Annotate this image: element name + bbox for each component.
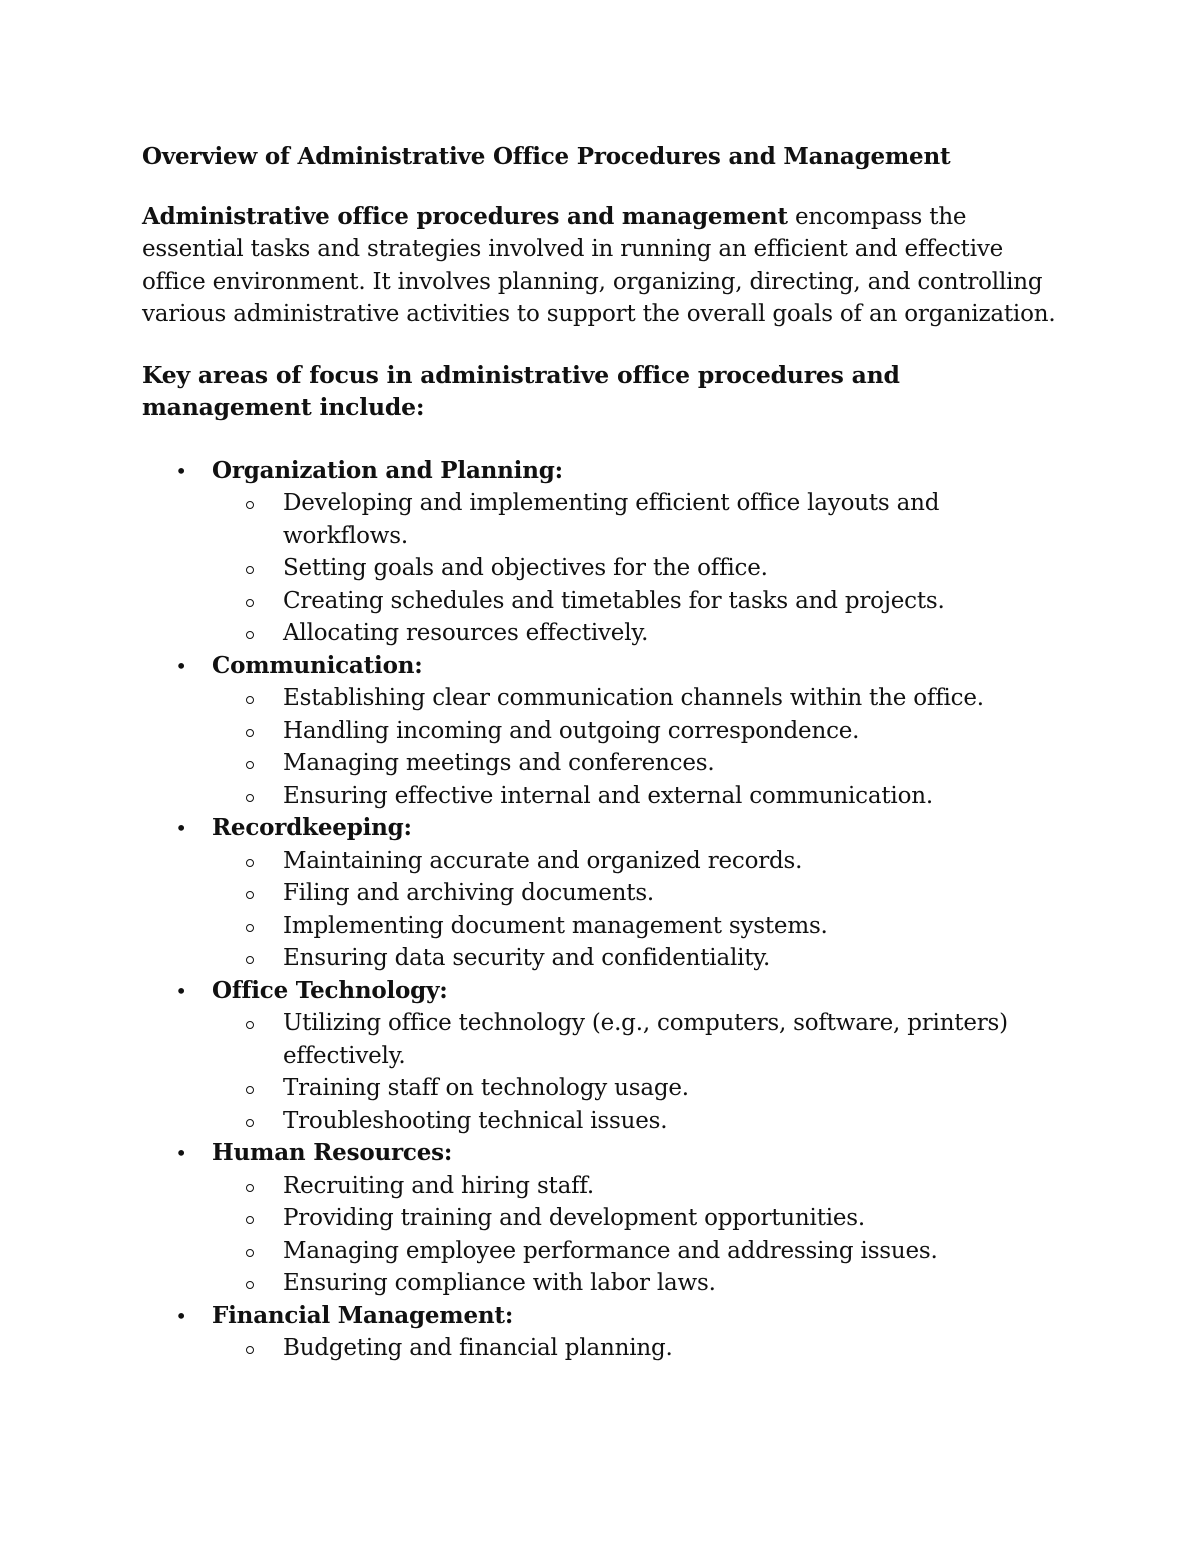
area-label: Recordkeeping: <box>212 814 412 841</box>
sub-item-text: Managing meetings and conferences. <box>283 750 715 776</box>
bullet-circle-icon <box>246 794 254 802</box>
sub-item-text: Training staff on technology usage. <box>283 1075 689 1101</box>
sub-list-item <box>212 845 1062 878</box>
sub-list-item <box>212 1267 1062 1300</box>
intro-text: encompass the essential tasks and strategies involved in running an efficient and effective office environment. It involves planning, organizing, directing, and controlling various administrative activities to support the overall goals of an organization. <box>142 203 1056 327</box>
sub-item-text: Handling incoming and outgoing correspondence. <box>283 717 860 744</box>
area-label: Financial Management: <box>212 1301 514 1329</box>
bullet-circle-icon <box>246 1119 254 1127</box>
sub-item-text: Managing employee performance and addressing issues. <box>283 1237 938 1264</box>
bullet-circle-icon <box>246 501 254 509</box>
sub-list-item <box>212 1202 1062 1235</box>
sub-item-text: Setting goals and objectives for the office. <box>283 555 768 581</box>
sub-list-item <box>212 1170 1062 1203</box>
sub-item-text: Ensuring data security and confidentiality. <box>283 945 771 971</box>
sub-list-item <box>212 747 1062 780</box>
bullet-dot-icon: • <box>175 1303 187 1328</box>
sub-list-item <box>212 1072 1062 1105</box>
sub-list-item <box>212 715 1062 748</box>
sub-list-item <box>212 780 1062 813</box>
area-sub-list <box>212 1007 1062 1137</box>
sub-item-text: Ensuring effective internal and external communication. <box>283 782 933 809</box>
sub-list-item <box>212 942 1062 975</box>
area-list-item <box>142 1300 1062 1365</box>
bullet-circle-icon <box>246 729 254 737</box>
bullet-dot-icon: • <box>175 978 187 1003</box>
sub-list-item <box>212 1332 1062 1365</box>
page-title-prefix: Overview of <box>142 143 298 170</box>
area-sub-list <box>212 1170 1062 1300</box>
sub-item-text: Providing training and development opportunities. <box>283 1205 866 1231</box>
area-list-item <box>142 650 1062 813</box>
bullet-circle-icon <box>246 956 254 964</box>
bullet-circle-icon <box>246 891 254 899</box>
page-title <box>142 141 1062 174</box>
key-areas-list <box>142 455 1062 1365</box>
sub-item-text: Creating schedules and timetables for tasks and projects. <box>283 587 945 614</box>
bullet-circle-icon <box>246 1281 254 1289</box>
sub-item-text: Allocating resources effectively. <box>283 620 649 646</box>
bullet-dot-icon: • <box>175 816 187 840</box>
sub-item-text: Establishing clear communication channels within the office. <box>283 685 984 711</box>
sub-list-item <box>212 487 1062 552</box>
bullet-dot-icon: • <box>175 653 187 678</box>
sub-item-text: Filing and archiving documents. <box>283 880 655 906</box>
sub-list-item <box>212 552 1062 585</box>
area-list-item <box>142 455 1062 650</box>
area-label: Office Technology: <box>212 976 448 1004</box>
sub-list-item <box>212 877 1062 910</box>
sub-item-text: Ensuring compliance with labor laws. <box>283 1270 716 1296</box>
sub-list-item <box>212 682 1062 715</box>
area-label: Communication: <box>212 651 423 679</box>
intro-bold-term: Administrative office procedures and management <box>142 202 788 230</box>
sub-list-item <box>212 910 1062 943</box>
bullet-circle-icon <box>246 1249 254 1257</box>
bullet-circle-icon <box>246 859 254 867</box>
document-body <box>142 141 1062 1365</box>
bullet-circle-icon <box>246 599 254 607</box>
sub-list-item <box>212 585 1062 618</box>
bullet-circle-icon <box>246 761 254 769</box>
area-sub-list <box>212 682 1062 812</box>
sub-item-text: Developing and implementing efficient office layouts and workflows. <box>283 490 940 549</box>
bullet-circle-icon <box>246 924 254 932</box>
sub-list-item <box>212 1235 1062 1268</box>
bullet-dot-icon: • <box>175 1141 187 1165</box>
sub-list-item <box>212 617 1062 650</box>
sub-item-text: Maintaining accurate and organized records. <box>283 847 803 874</box>
intro-paragraph <box>142 201 1062 331</box>
sub-item-text: Implementing document management systems. <box>283 912 828 939</box>
area-sub-list <box>212 1332 1062 1365</box>
bullet-dot-icon: • <box>175 458 187 483</box>
sub-list-item <box>212 1105 1062 1138</box>
area-list-item <box>142 975 1062 1138</box>
bullet-circle-icon <box>246 1184 254 1192</box>
bullet-circle-icon <box>246 1346 254 1354</box>
sub-item-text: Recruiting and hiring staff. <box>283 1172 595 1199</box>
area-list-item <box>142 812 1062 975</box>
area-list-item <box>142 1137 1062 1300</box>
sub-list-item <box>212 1007 1062 1072</box>
area-sub-list <box>212 845 1062 975</box>
bullet-circle-icon <box>246 1216 254 1224</box>
page-title-text: Administrative Office Procedures and Management <box>297 143 951 170</box>
sub-item-text: Troubleshooting technical issues. <box>283 1107 668 1134</box>
bullet-circle-icon <box>246 1021 254 1029</box>
bullet-circle-icon <box>246 631 254 639</box>
sub-item-text: Utilizing office technology (e.g., computers, software, printers) effectively. <box>283 1010 1008 1069</box>
bullet-circle-icon <box>246 1086 254 1094</box>
key-areas-heading: Key areas of focus in administrative office procedures and management include: <box>142 360 900 421</box>
area-label: Human Resources: <box>212 1139 453 1166</box>
area-sub-list <box>212 487 1062 650</box>
sub-item-text: Budgeting and financial planning. <box>283 1335 673 1361</box>
bullet-circle-icon <box>246 566 254 574</box>
area-label: Organization and Planning: <box>212 456 563 484</box>
bullet-circle-icon <box>246 696 254 704</box>
